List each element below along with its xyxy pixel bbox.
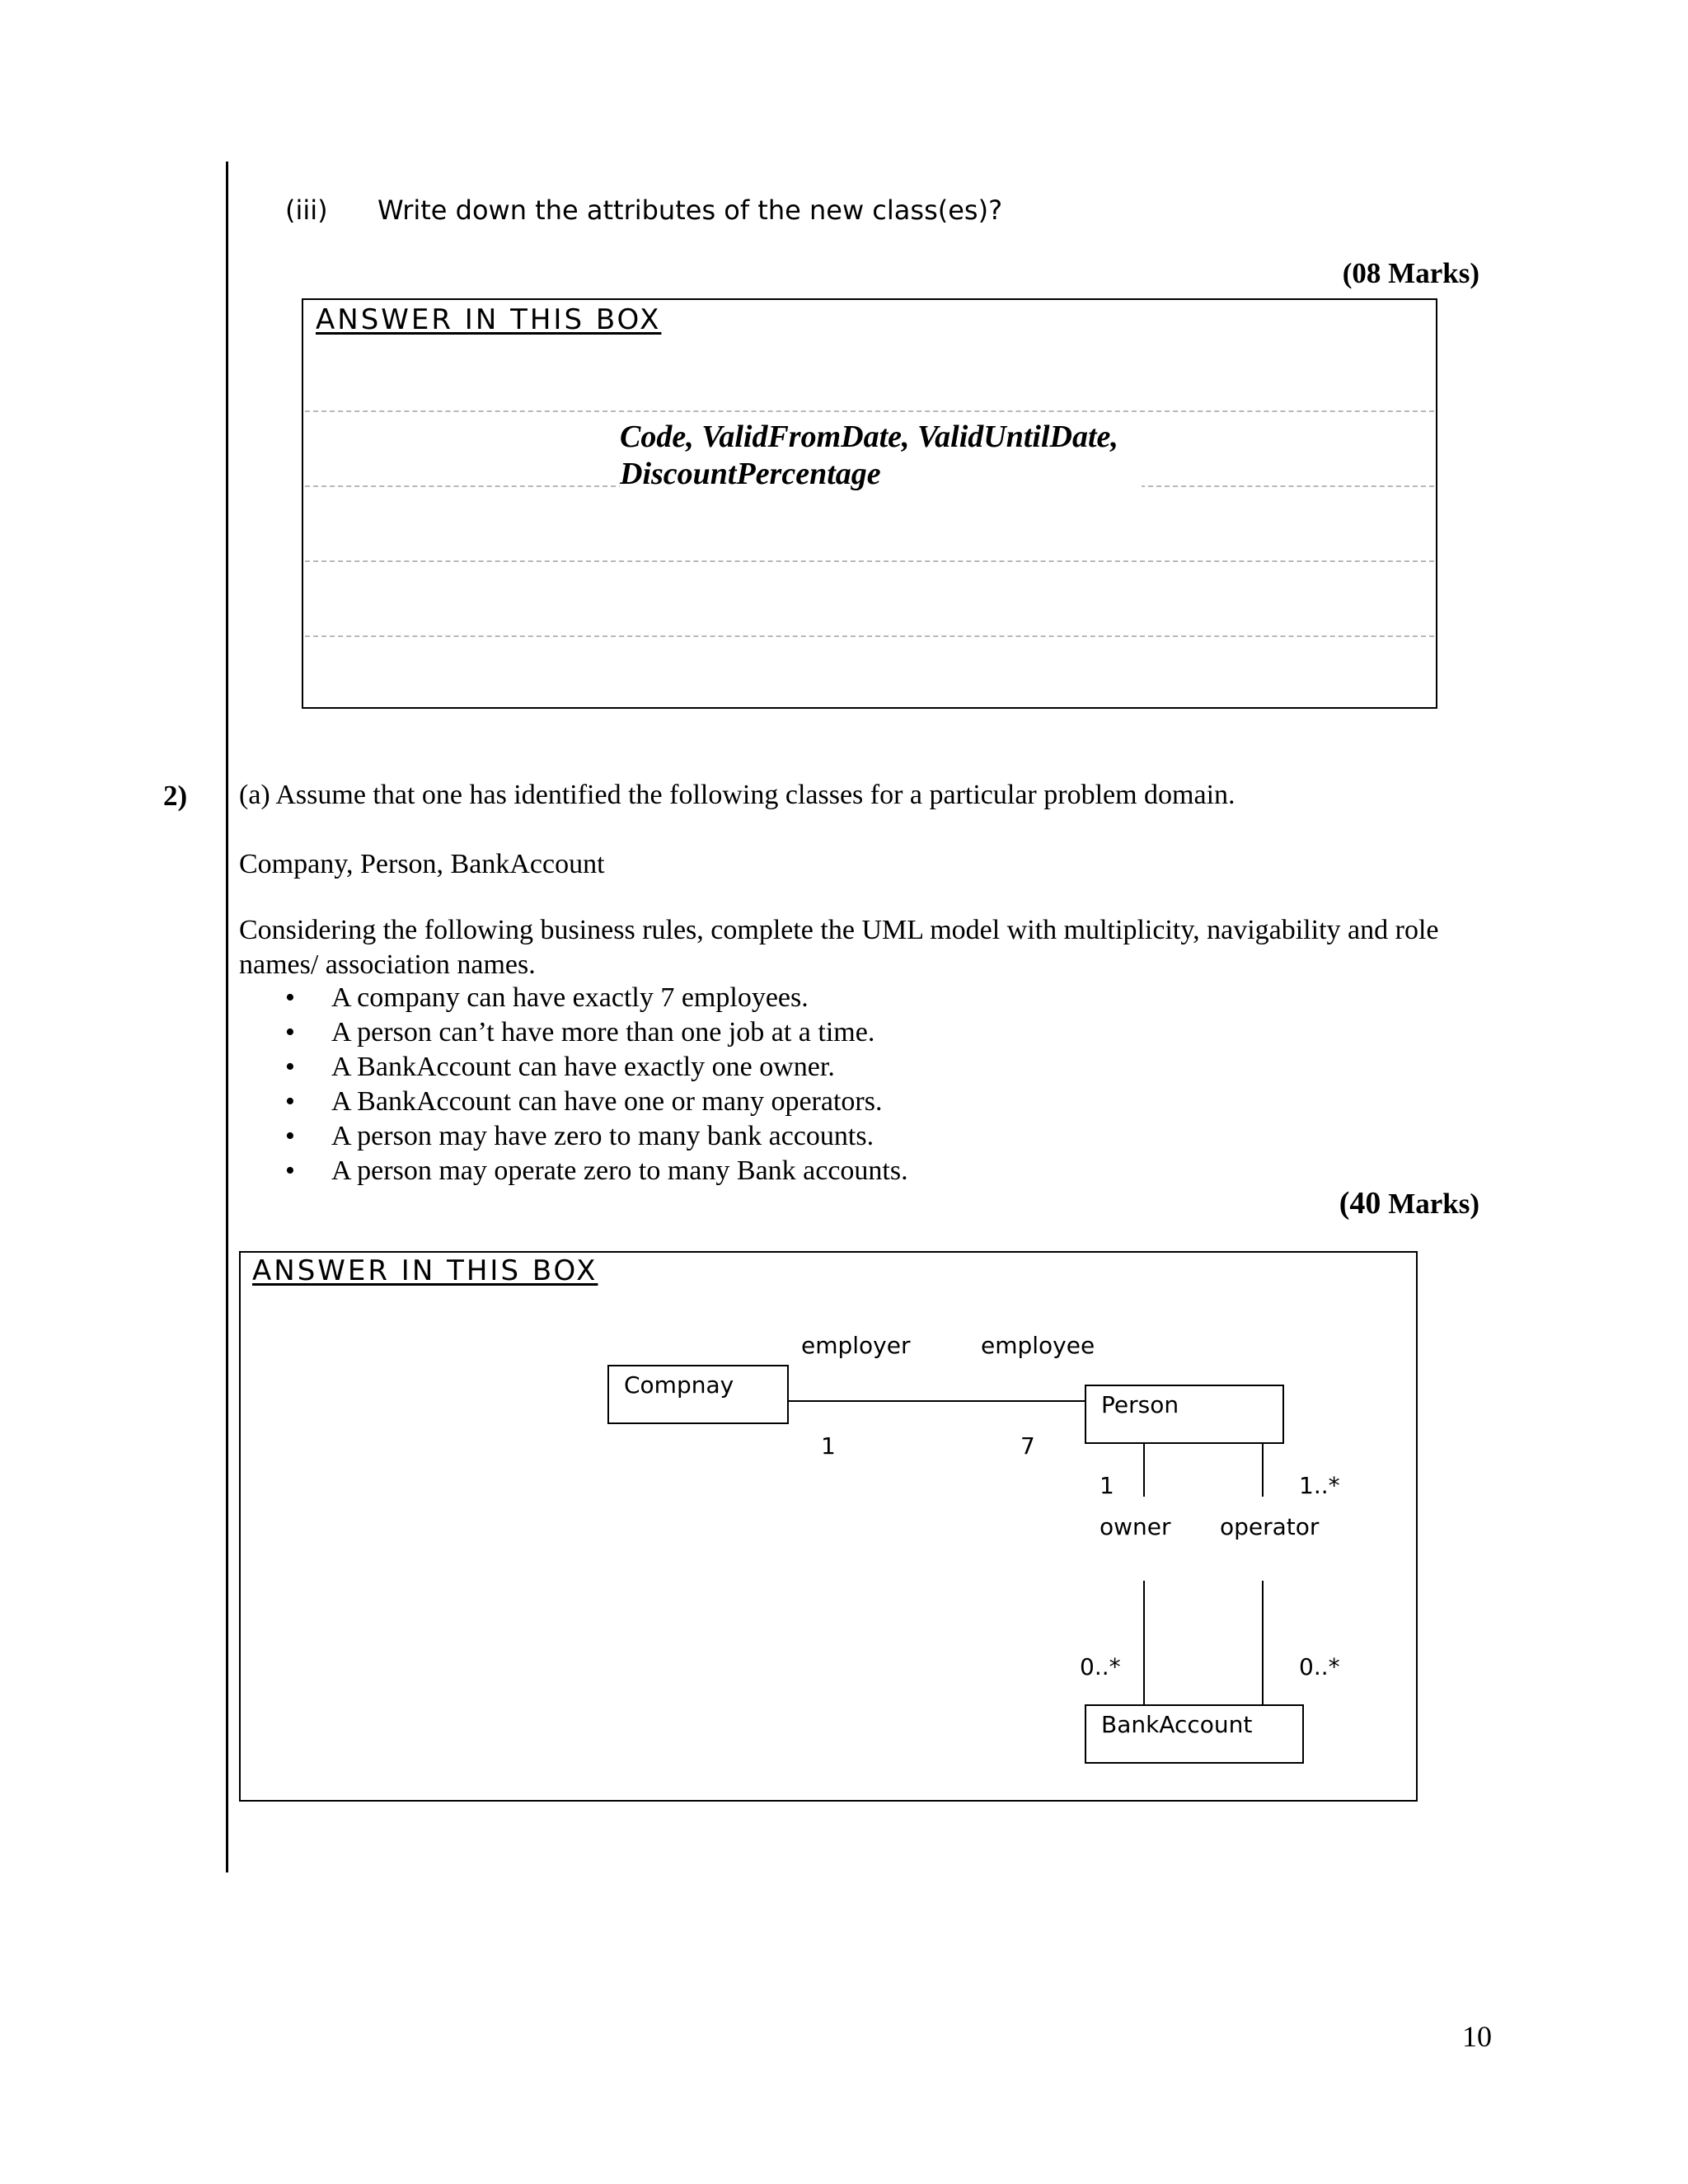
marks-iii: (08 Marks) (1342, 257, 1479, 289)
multiplicity-owner: 1 (1100, 1472, 1114, 1499)
bullet: • (285, 1086, 295, 1117)
question-number-2: 2) (163, 780, 188, 812)
bullet: • (285, 1121, 295, 1151)
answer-line-2: DiscountPercentage (620, 457, 881, 491)
bullet: • (285, 1052, 295, 1082)
multiplicity-employees: 7 (1020, 1432, 1035, 1460)
answer-box-heading: ANSWER IN THIS BOX (252, 1254, 598, 1287)
question-number-iii: (iii) (285, 194, 328, 226)
role-employer: employer (801, 1332, 911, 1359)
uml-class-person (1085, 1385, 1284, 1444)
class-list: Company, Person, BankAccount (239, 849, 605, 879)
marks-word: Marks) (1388, 1188, 1479, 1220)
rule-text: A company can have exactly 7 employees. (331, 982, 809, 1013)
multiplicity-owned-accounts: 0..* (1080, 1653, 1121, 1680)
question-text-iii: Write down the attributes of the new class(es)? (377, 194, 1003, 226)
class-name: Person (1101, 1391, 1179, 1418)
role-employee: employee (981, 1332, 1095, 1359)
bullet: • (285, 982, 295, 1013)
uml-class-company (607, 1365, 789, 1424)
class-name: Compnay (624, 1371, 734, 1399)
rule-text: A person may have zero to many bank accounts. (331, 1121, 874, 1151)
answer-box-heading: ANSWER IN THIS BOX (316, 303, 662, 336)
page-number: 10 (1462, 2020, 1492, 2053)
class-name: BankAccount (1101, 1711, 1253, 1738)
role-owner: owner (1100, 1513, 1171, 1540)
multiplicity-operator: 1..* (1299, 1472, 1340, 1499)
role-operator: operator (1220, 1513, 1320, 1540)
rule-text: A person may operate zero to many Bank accounts. (331, 1155, 908, 1186)
rule-text: A person can’t have more than one job at a time. (331, 1017, 875, 1047)
uml-class-bank-account (1085, 1704, 1304, 1764)
rule-text: A BankAccount can have one or many operators. (331, 1086, 883, 1117)
instruction-text: Considering the following business rules, complete the UML model with multiplicity, navigability and role names/ association names. (239, 915, 1439, 980)
multiplicity-operated-accounts: 0..* (1299, 1653, 1340, 1680)
rule-text: A BankAccount can have exactly one owner. (331, 1052, 835, 1082)
answer-line-1: Code, ValidFromDate, ValidUntilDate, (620, 419, 1118, 454)
bullet: • (285, 1017, 295, 1047)
multiplicity-company: 1 (821, 1432, 836, 1460)
bullet: • (285, 1155, 295, 1186)
marks-number: (40 (1339, 1186, 1381, 1221)
question-2a-text: (a) Assume that one has identified the following classes for a particular problem domain. (239, 780, 1236, 810)
